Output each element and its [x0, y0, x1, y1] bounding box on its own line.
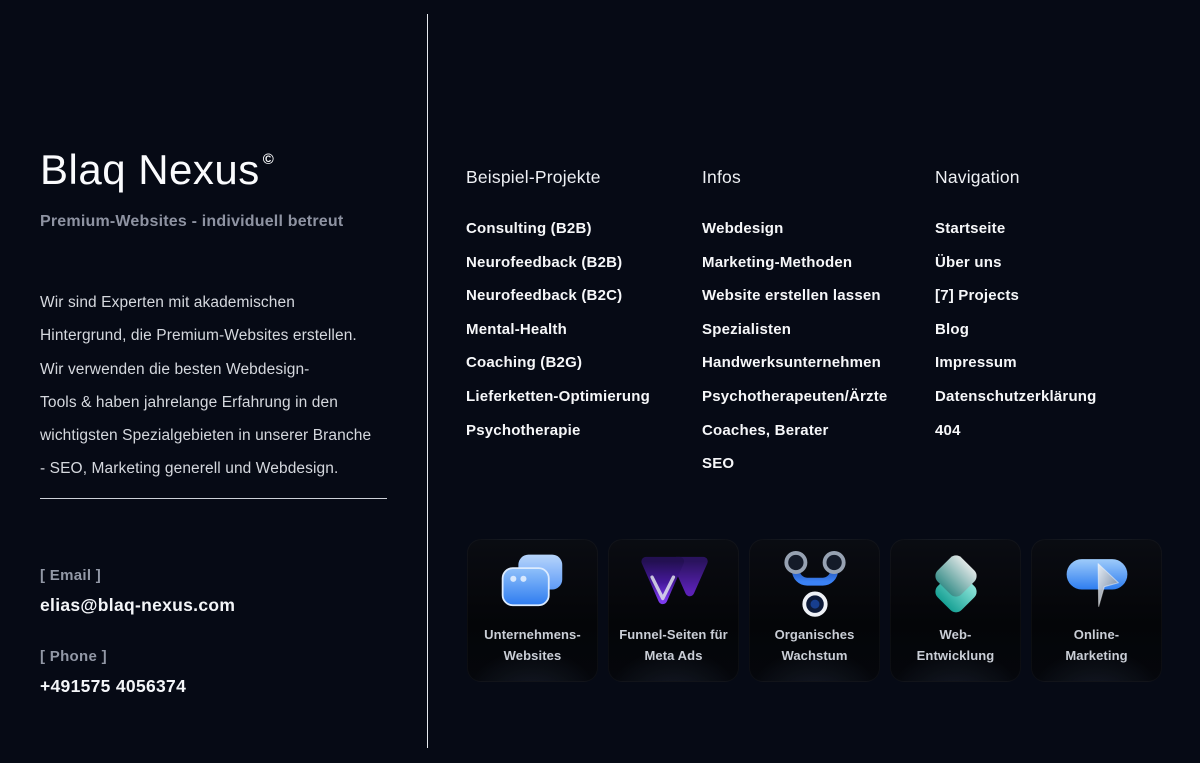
- column-title: Beispiel-Projekte: [466, 167, 601, 187]
- footer-link[interactable]: Lieferketten-Optimierung: [466, 387, 650, 405]
- footer-column-infos: [702, 167, 887, 481]
- footer-link[interactable]: Psychotherapeuten/Ärzte: [702, 387, 888, 405]
- footer-link[interactable]: Blog: [935, 320, 970, 338]
- tile-unternehmens-websites[interactable]: [467, 539, 598, 682]
- footer-link[interactable]: Psychotherapie: [466, 421, 581, 439]
- brand-description: [40, 286, 400, 486]
- footer-link[interactable]: [7] Projects: [935, 287, 1020, 305]
- footer-link[interactable]: Neurofeedback (B2C): [466, 287, 623, 305]
- brand-logo: [40, 146, 274, 194]
- email-label: [ Email ]: [40, 567, 102, 584]
- brand-tagline: Premium-Websites - individuell betreut: [40, 213, 344, 230]
- footer-link[interactable]: Spezialisten: [702, 320, 792, 338]
- branch-network-icon: [779, 549, 851, 621]
- funnel-w-icon: [638, 549, 710, 621]
- description-line: Wir verwenden die besten Webdesign-: [40, 360, 310, 378]
- tile-label: Organisches Wachstum: [774, 627, 855, 663]
- footer-link[interactable]: Handwerksunternehmen: [702, 354, 882, 372]
- description-line: - SEO, Marketing generell und Webdesign.: [40, 460, 339, 478]
- footer-link[interactable]: Website erstellen lassen: [702, 287, 881, 305]
- footer-link[interactable]: Datenschutzerklärung: [935, 387, 1097, 405]
- tile-label: Funnel-Seiten für Meta Ads: [619, 627, 728, 663]
- tile-label: Unternehmens- Websites: [484, 627, 581, 663]
- phone-link[interactable]: +491575 4056374: [40, 676, 187, 696]
- horizontal-divider: [40, 498, 387, 499]
- tile-organisches-wachstum[interactable]: [749, 539, 880, 682]
- tile-label: Web- Entwicklung: [916, 627, 995, 663]
- vertical-divider: [427, 14, 428, 748]
- tile-web-entwicklung[interactable]: [890, 539, 1021, 682]
- footer-link[interactable]: Consulting (B2B): [466, 220, 592, 237]
- footer-link[interactable]: Neurofeedback (B2B): [466, 253, 623, 271]
- footer-link[interactable]: Webdesign: [702, 220, 784, 237]
- description-line: Hintergrund, die Premium-Websites erstellen.: [40, 327, 357, 345]
- brand-name: Blaq Nexus: [40, 146, 260, 193]
- tile-label: Online- Marketing: [1065, 627, 1128, 663]
- footer-link[interactable]: Über uns: [935, 253, 1002, 271]
- footer-link[interactable]: SEO: [702, 455, 735, 473]
- tile-funnel-seiten-meta-ads[interactable]: [608, 539, 739, 682]
- email-link[interactable]: elias@blaq-nexus.com: [40, 595, 236, 615]
- footer-link[interactable]: Impressum: [935, 354, 1017, 372]
- footer-link[interactable]: 404: [935, 421, 961, 439]
- phone-label: [ Phone ]: [40, 648, 107, 665]
- copyright-mark: ©: [262, 151, 275, 168]
- footer-link[interactable]: Mental-Health: [466, 320, 567, 338]
- tile-online-marketing[interactable]: [1031, 539, 1162, 682]
- column-title: Navigation: [935, 167, 1020, 187]
- footer-link[interactable]: Startseite: [935, 220, 1006, 237]
- column-title: Infos: [702, 167, 741, 187]
- chat-send-icon: [1061, 549, 1133, 621]
- footer-column-beispiel-projekte: [466, 167, 650, 447]
- description-line: wichtigsten Spezialgebieten in unserer Branche: [40, 427, 372, 445]
- browser-windows-icon: [497, 549, 569, 621]
- description-line: Wir sind Experten mit akademischen: [40, 294, 295, 311]
- layers-icon: [920, 549, 992, 621]
- footer-link[interactable]: Coaching (B2G): [466, 354, 583, 372]
- description-line: Tools & haben jahrelange Erfahrung in den: [40, 393, 338, 411]
- footer-link[interactable]: Marketing-Methoden: [702, 253, 853, 271]
- service-tiles: [467, 539, 1162, 682]
- footer-column-navigation: [935, 167, 1097, 447]
- footer-link[interactable]: Coaches, Berater: [702, 421, 829, 439]
